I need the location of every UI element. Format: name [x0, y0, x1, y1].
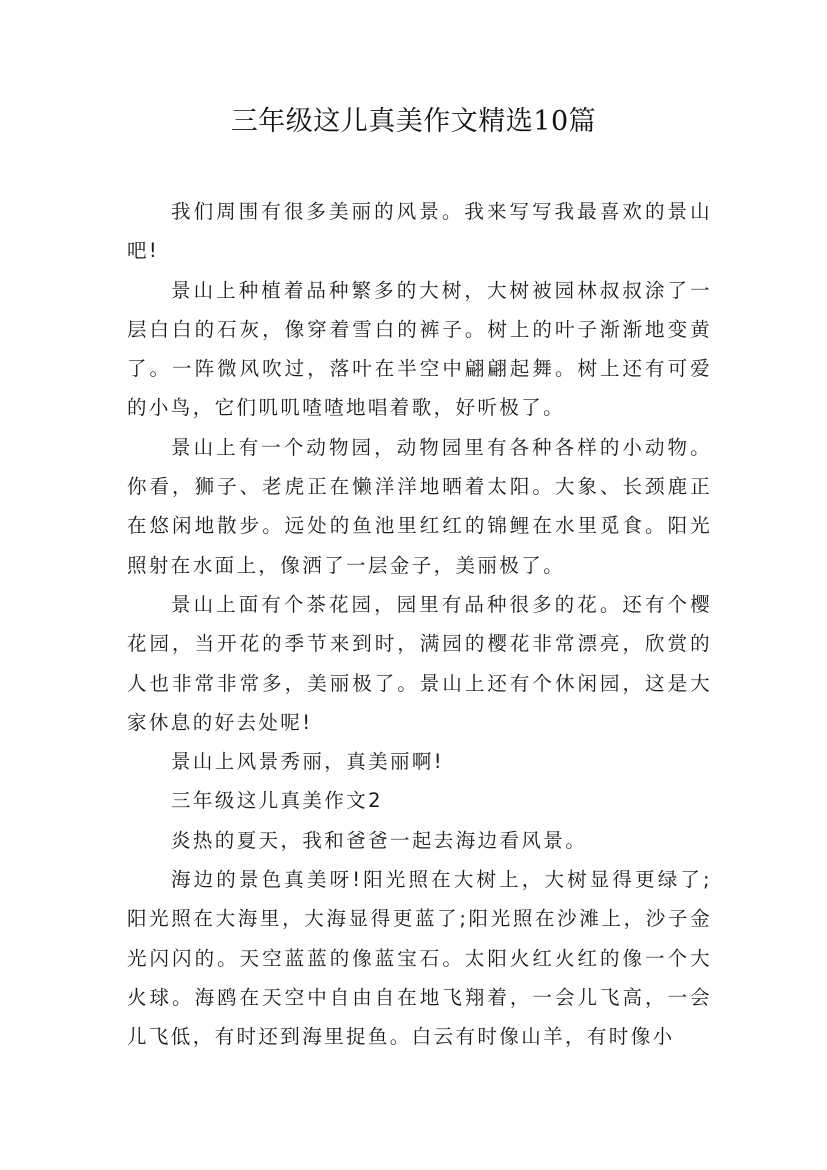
- paragraph: 炎热的夏天，我和爸爸一起去海边看风景。: [171, 828, 588, 852]
- document-title: 三年级这儿真美作文精选10篇: [230, 106, 597, 137]
- paragraph: 海边的景色真美呀!阳光照在大树上，大树显得更绿了;阳光照在大海里，大海显得更蓝了;阳光照在沙滩上，沙子金光闪闪的。天空蓝蓝的像蓝宝石。太阳火红火红的像一个大火球。海鸥在天空中自由自在地飞翔着，一会儿飞高，一会儿飞低，有时还到海里捉鱼。白云有时像山羊，有时像小: [127, 868, 712, 1049]
- paragraph: 景山上风景秀丽，真美丽啊!: [171, 750, 445, 774]
- paragraph: 景山上种植着品种繁多的大树，大树被园林叔叔涂了一层白白的石灰，像穿着雪白的裤子。树上的叶子渐渐地变黄了。一阵微风吹过，落叶在半空中翩翩起舞。树上还有可爱的小鸟，它们叽叽喳喳地唱着歌，好听极了。: [127, 278, 712, 420]
- document-body: [127, 192, 712, 1057]
- section-heading: 三年级这儿真美作文2: [171, 789, 383, 813]
- paragraph: 我们周围有很多美丽的风景。我来写写我最喜欢的景山吧!: [127, 200, 712, 263]
- paragraph: 景山上有一个动物园，动物园里有各种各样的小动物。你看，狮子、老虎正在懒洋洋地晒着太阳。大象、长颈鹿正在悠闲地散步。远处的鱼池里红红的锦鲤在水里觅食。阳光照射在水面上，像洒了一层金子，美丽极了。: [127, 435, 712, 577]
- paragraph: 景山上面有个茶花园，园里有品种很多的花。还有个樱花园，当开花的季节来到时，满园的樱花非常漂亮，欣赏的人也非常非常多，美丽极了。景山上还有个休闲园，这是大家休息的好去处呢!: [127, 592, 712, 734]
